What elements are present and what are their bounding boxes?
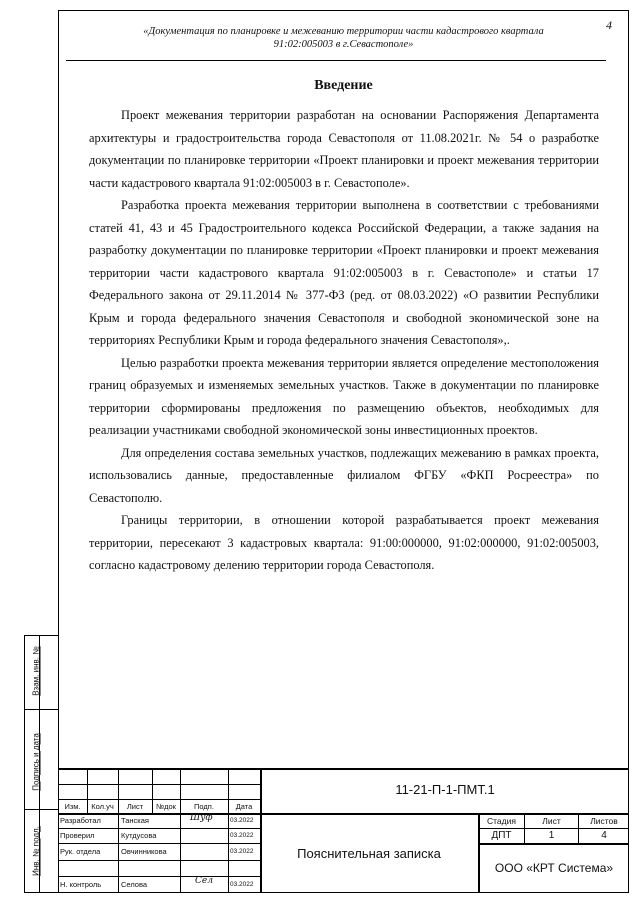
paragraph: Проект межевания территории разработан на основании Распоряжения Департамента архитектуры и градостроительства города Севастополя от 11.08.2021г. № 54 о разработке документации по планировке территории «Проект планировки и проект межевания территории части кадастрового квартала 91:02:005003 в г. Севастополе». (89, 108, 599, 190)
row-name: Танская (121, 816, 149, 825)
paragraph: Разработка проекта межевания территории выполнена в соответствии с требованиями статей 41, 43 и 45 Градостроительного кодекса Российской Федерации, а также задания на разработку документации по планировке территории «Проект планировки и проект межевания территории части кадастрового квартала 91:02:005003 в г. Севастополе» и статьи 17 Федерального закона от 29.11.2014 № 377-ФЗ (ред. от 08.03.2022) «О развитии Республики Крым и города федерального значения Севастополя и свободной экономической зоне на территориях Республики Крым и города федерального значения Севастополя»,. (89, 198, 599, 347)
vzam-label: Взам. инв. № (31, 646, 41, 696)
row-name: Овчинникова (121, 847, 167, 856)
signature-date-label: Подпись и дата (31, 733, 41, 791)
row-role: Н. контроль (60, 880, 102, 889)
sheet-value: 1 (548, 830, 555, 841)
signature: Сел (195, 876, 213, 886)
header-line-1: «Документация по планировке и межеванию территории части кадастрового квартала (143, 26, 544, 37)
row-role: Разработал (60, 816, 101, 825)
row-role: Проверил (60, 831, 95, 840)
side-stamp-rule (25, 809, 58, 810)
col-header-podp: Подп. (194, 802, 214, 811)
row-role: Рук. отдела (60, 847, 101, 856)
paragraph: Целью разработки проекта межевания территории является определение местоположения границ образуемых и изменяемых земельных участков. Также в документации по планировке территории сформированы предложения по размещению объектов, необходимых для реализации участниками свободной экономической зоны инвестиционных проектов. (89, 355, 599, 437)
tb-rule (58, 799, 260, 800)
col-header-ndok: №док (156, 802, 176, 811)
tb-rule (58, 828, 260, 829)
document-header (68, 25, 619, 51)
company-name: ООО «КРТ Система» (494, 861, 614, 875)
stage-label: Стадия (487, 816, 516, 826)
row-name: Селова (121, 880, 148, 889)
tb-col (180, 768, 181, 893)
page-number: 4 (606, 18, 612, 32)
col-header-data: Дата (235, 802, 253, 811)
tb-rule (58, 813, 629, 815)
paragraph: Границы территории, в отношении которой разрабатывается проект межевания территории, пересекают 3 кадастровых квартала: 91:00:000000, 91:02:000000, 91:02:005003, согласно кадастровому делению территории города Севастополя. (89, 513, 599, 572)
stage-value: ДПТ (491, 830, 512, 841)
row-date: 03.2022 (230, 881, 254, 888)
tb-rule (58, 784, 260, 785)
col-header-kolvo: Кол.уч (91, 802, 114, 811)
col-header-izm: Изм. (64, 802, 81, 811)
row-date: 03.2022 (230, 817, 254, 824)
body-text (89, 104, 599, 577)
tb-rule (478, 843, 629, 845)
tb-col (118, 768, 119, 893)
section-title: Введение (314, 78, 373, 93)
row-date: 03.2022 (230, 832, 254, 839)
header-rule (66, 60, 606, 61)
sheets-value: 4 (601, 830, 607, 841)
tb-rule (58, 843, 260, 844)
signature: Шуф (190, 813, 213, 823)
document-name: Пояснительная записка (297, 846, 441, 861)
inventory-label: Инв. № подл. (31, 826, 41, 876)
tb-rule (58, 860, 260, 861)
row-date: 03.2022 (230, 848, 254, 855)
side-stamp-rule (25, 709, 58, 710)
tb-top-rule (58, 768, 629, 770)
row-name: Кутдусова (121, 831, 157, 840)
tb-rule (478, 828, 629, 829)
tb-rule (58, 876, 260, 877)
document-code: 11-21-П-1-ПМТ.1 (395, 782, 495, 797)
sheet-label: Лист (542, 816, 561, 826)
col-header-list: Лист (126, 802, 144, 811)
header-line-2: 91:02:005003 в г.Севастополе» (273, 39, 414, 50)
paragraph: Для определения состава земельных участков, подлежащих межеванию в рамках проекта, использовались данные, предоставленные филиалом ФГБУ «ФКП Росреестра» по Севастополю. (89, 445, 599, 505)
tb-col (228, 768, 229, 893)
side-stamp (24, 635, 58, 893)
sheets-label: Листов (590, 816, 618, 826)
